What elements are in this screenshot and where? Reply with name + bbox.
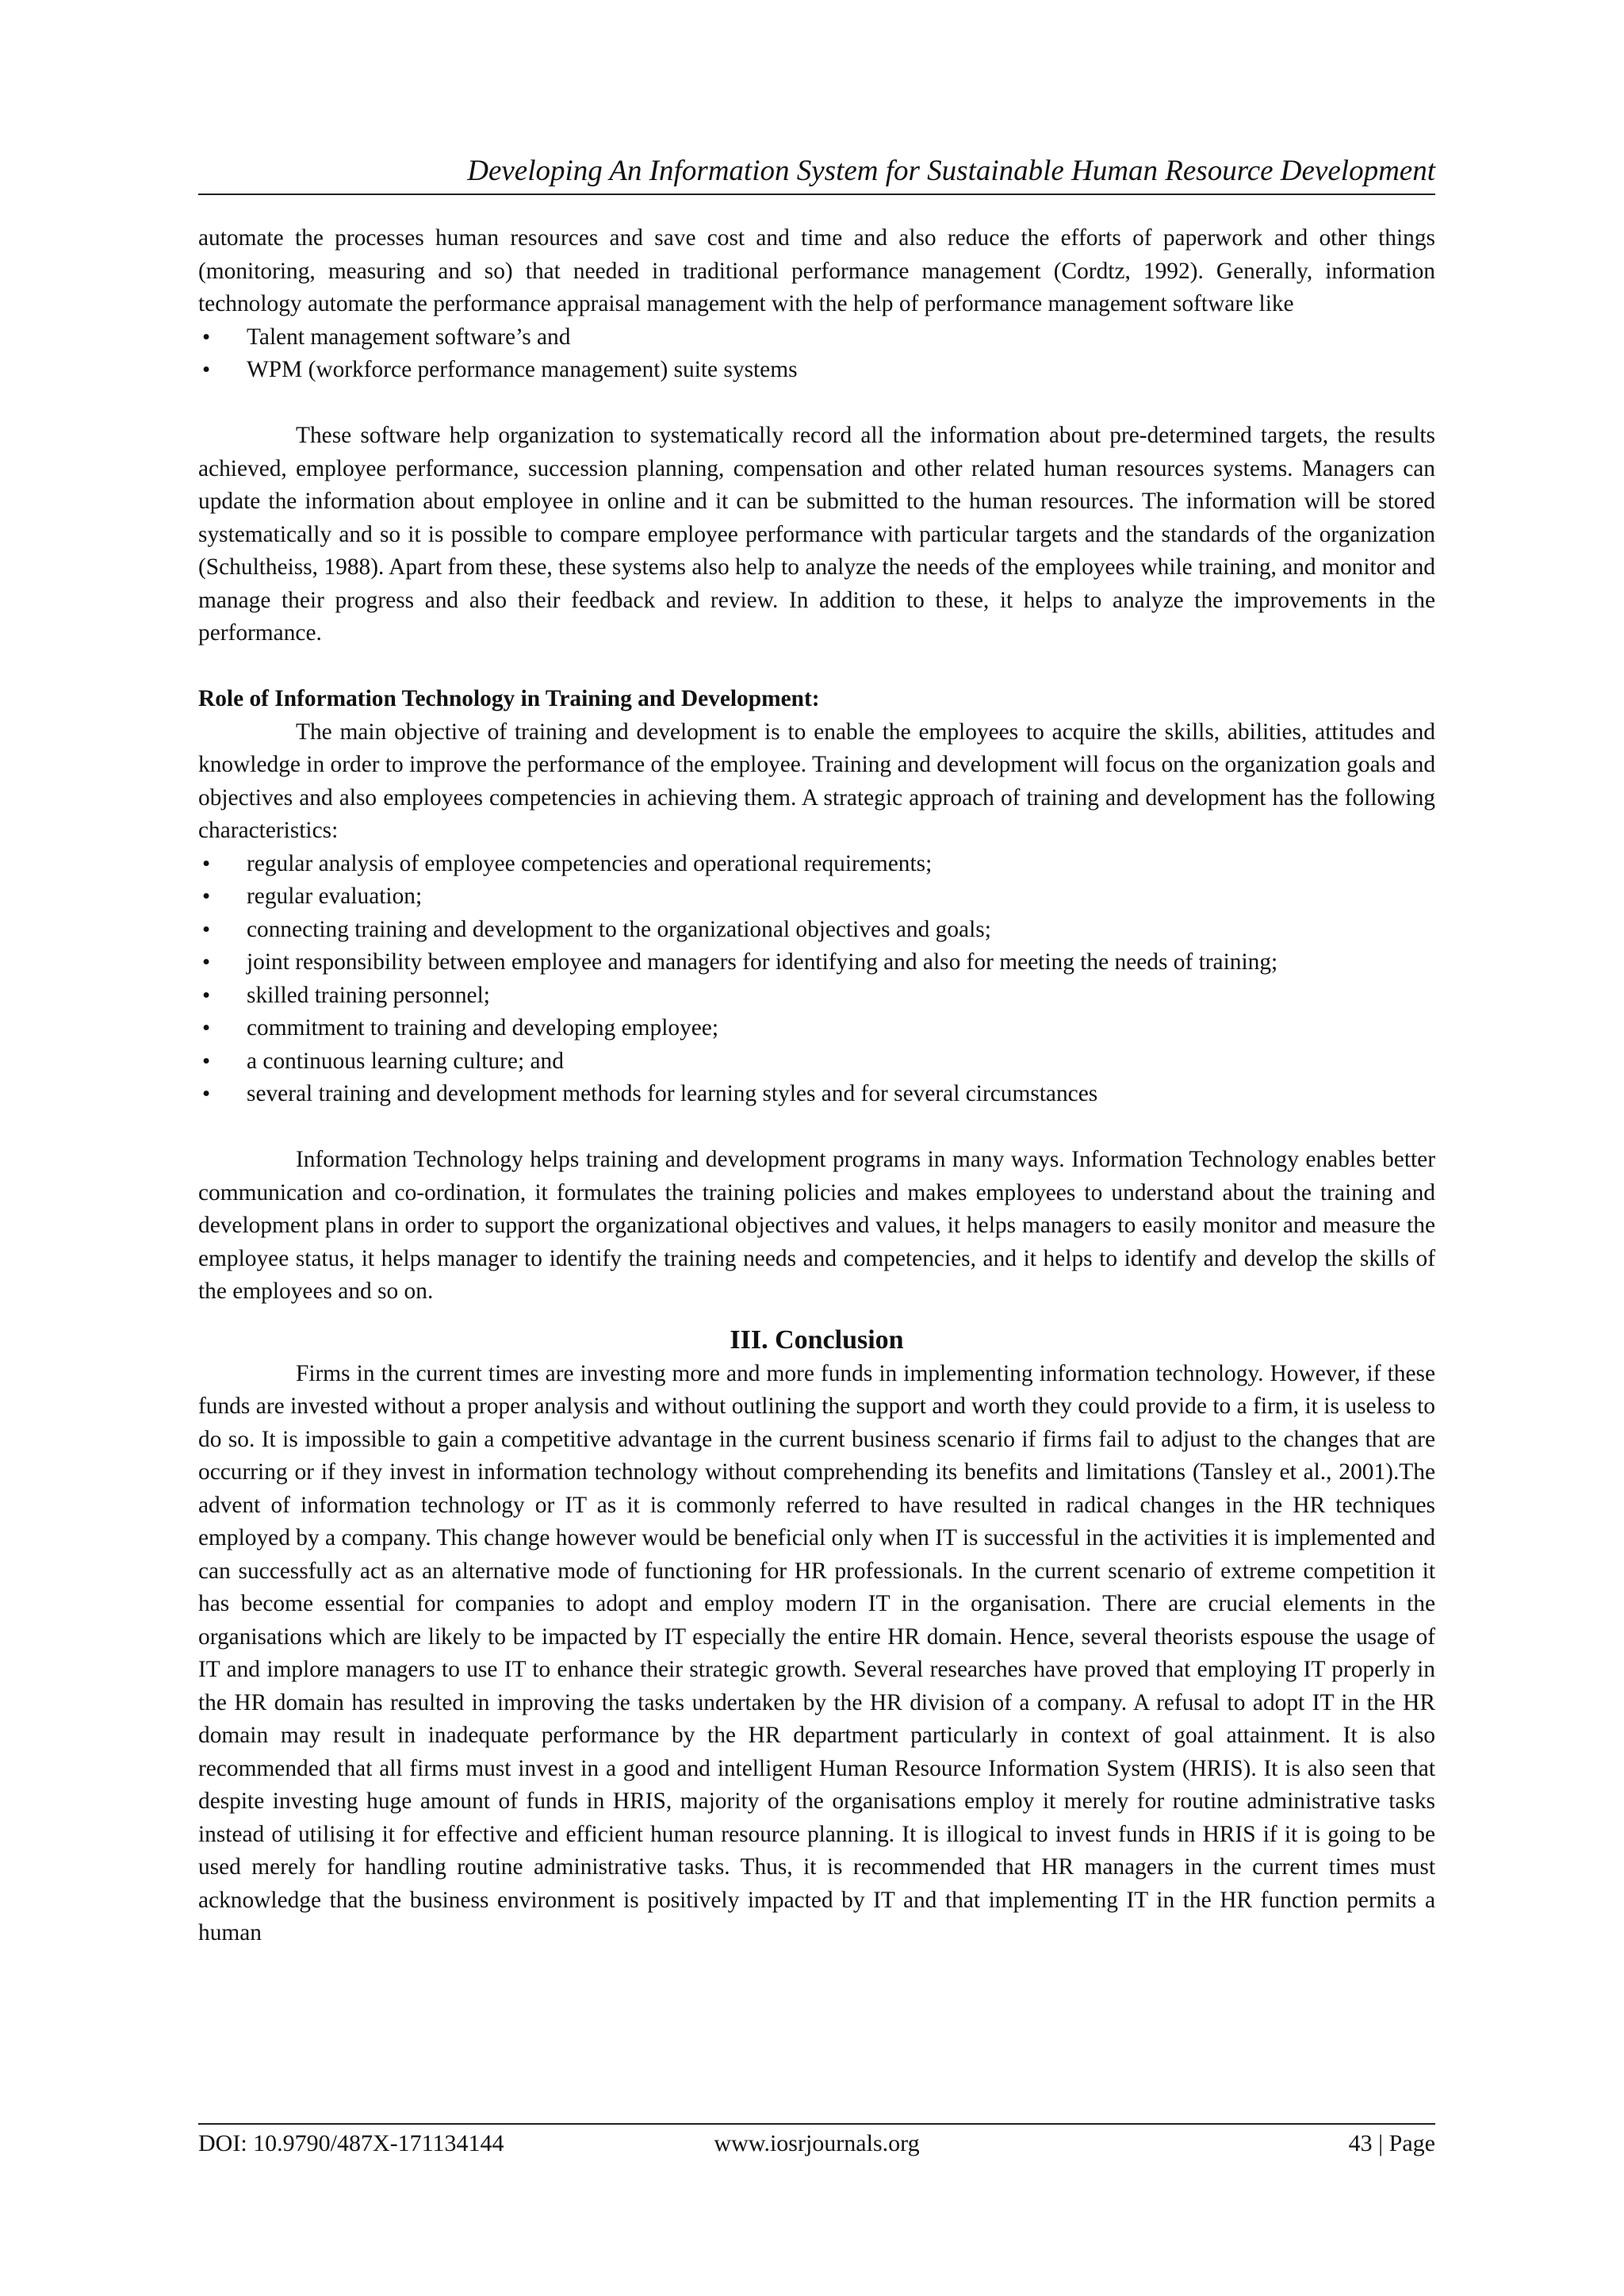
list-item [198, 1045, 1435, 1079]
list-item-text: skilled training personnel; [247, 982, 490, 1008]
list-item [198, 1012, 1435, 1045]
bullet-icon: • [202, 916, 211, 942]
subsection-heading: Role of Information Technology in Training and Development: [198, 686, 820, 711]
paragraph-2: These software help organization to systematically record all the information about pre-determined targets, the results achieved, employee performance, succession planning, compensation and other related human resources systems. Managers can update the information about employee in online and it can be submitted to the human resources. The information will be stored systematically and so it is possible to compare employee performance with particular targets and the standards of the organization (Schultheiss, 1988). Apart from these, these systems also help to analyze the needs of the employees while training, and monitor and manage their progress and also their feedback and review. In addition to these, it helps to analyze the improvements in the performance. [198, 423, 1435, 646]
bullet-icon: • [202, 1048, 211, 1074]
bullet-icon: • [202, 884, 211, 909]
paper-page [198, 0, 1435, 2296]
list-item-text: regular evaluation; [247, 884, 423, 909]
list-item [198, 979, 1435, 1013]
bullet-icon: • [202, 850, 211, 876]
article-body [198, 222, 1435, 1950]
paragraph-3: The main objective of training and development is to enable the employees to acquire the skills, abilities, attitudes and knowledge in order to improve the performance of the employee. Training and development will focus on the organization goals and objectives and also employees competencies in achieving them. A strategic approach of training and development has the following characteristics: [198, 719, 1436, 843]
bullet-icon: • [202, 324, 211, 350]
list-item [198, 848, 1435, 881]
list-item-text: joint responsibility between employee and managers for identifying and also for meeting the needs of training; [247, 949, 1278, 975]
spacer [198, 650, 1435, 684]
list-item [198, 946, 1435, 979]
section-title: III. Conclusion [730, 1324, 904, 1355]
paragraph-1: automate the processes human resources and save cost and time and also reduce the efforts of paperwork and other things (monitoring, measuring and so) that needed in traditional performance management (Cordtz, 1992). Generally, information technology automate the performance appraisal management with the help of performance management software like [198, 225, 1435, 316]
footer-rule [198, 2123, 1435, 2125]
list-item-text: connecting training and development to the organizational objectives and goals; [247, 916, 991, 942]
running-title: Developing An Information System for Sustainable Human Resource Development [467, 155, 1435, 187]
list-item [198, 880, 1435, 914]
spacer [198, 387, 1435, 420]
list-item-text: WPM (workforce performance management) suite systems [247, 357, 798, 382]
list-item-text: Talent management software’s and [247, 324, 571, 350]
page-footer [198, 2126, 1435, 2161]
list-item-text: commitment to training and developing employee; [247, 1015, 719, 1041]
spacer [198, 1111, 1435, 1144]
list-item-text: regular analysis of employee competencies and operational requirements; [247, 850, 933, 876]
characteristics-list [198, 848, 1435, 1111]
bullet-icon: • [202, 1015, 211, 1041]
paragraph-5: Firms in the current times are investing more and more funds in implementing information technology. However, if these funds are invested without a proper analysis and without outlining the support and worth they could provide to a firm, it is useless to do so. It is impossible to gain a competitive advantage in the current business scenario if firms fail to adjust to the changes that are occurring or if they invest in information technology without comprehending its benefits and limitations (Tansley et al., 2001).The advent of information technology or IT as it is commonly referred to have resulted in radical changes in the HR techniques employed by a company. This change however would be beneficial only when IT is successful in the activities it is implemented and can successfully act as an alternative mode of functioning for HR professionals. In the current scenario of extreme competition it has become essential for companies to adopt and employ modern IT in the organisation. There are crucial elements in the organisations which are likely to be impacted by IT especially the entire HR domain. Hence, several theorists espouse the usage of IT and implore managers to use IT to enhance their strategic growth. Several researches have proved that employing IT properly in the HR domain has resulted in improving the tasks undertaken by the HR division of a company. A refusal to adopt IT in the HR domain may result in inadequate performance by the HR department particularly in context of goal attainment. It is also recommended that all firms must invest in a good and intelligent Human Resource Information System (HRIS). It is also seen that despite investing huge amount of funds in HRIS, majority of the organisations employ it merely for routine administrative tasks instead of utilising it for effective and efficient human resource planning. It is illogical to invest funds in HRIS if it is going to be used merely for handling routine administrative tasks. Thus, it is recommended that HR managers in the current times must acknowledge that the business environment is positively impacted by IT and that implementing IT in the HR function permits a human [198, 1360, 1435, 1945]
bullet-icon: • [202, 1081, 211, 1106]
bullet-icon: • [202, 982, 211, 1008]
bullet-icon: • [202, 357, 211, 382]
doi-text: DOI: 10.9790/487X-171134144 [198, 2130, 504, 2156]
header-rule [198, 194, 1435, 195]
list-item [198, 914, 1435, 947]
bullet-icon: • [202, 949, 211, 975]
page-number: 43 | Page [1348, 2130, 1435, 2156]
paragraph-4: Information Technology helps training and development programs in many ways. Information Technology enables better communication and co-ordination, it formulates the training policies and makes employees to understand about the training and development plans in order to support the organizational objectives and values, it helps managers to easily monitor and measure the employee status, it helps manager to identify the training needs and competencies, and it helps to identify and develop the skills of the employees and so on. [198, 1147, 1435, 1304]
list-item-text: a continuous learning culture; and [247, 1048, 564, 1074]
software-list [198, 321, 1435, 387]
journal-website: www.iosrjournals.org [714, 2130, 920, 2156]
list-item-text: several training and development methods for learning styles and for several circumstances [247, 1081, 1098, 1106]
list-item [198, 354, 1435, 387]
list-item [198, 1078, 1435, 1111]
list-item [198, 321, 1435, 355]
